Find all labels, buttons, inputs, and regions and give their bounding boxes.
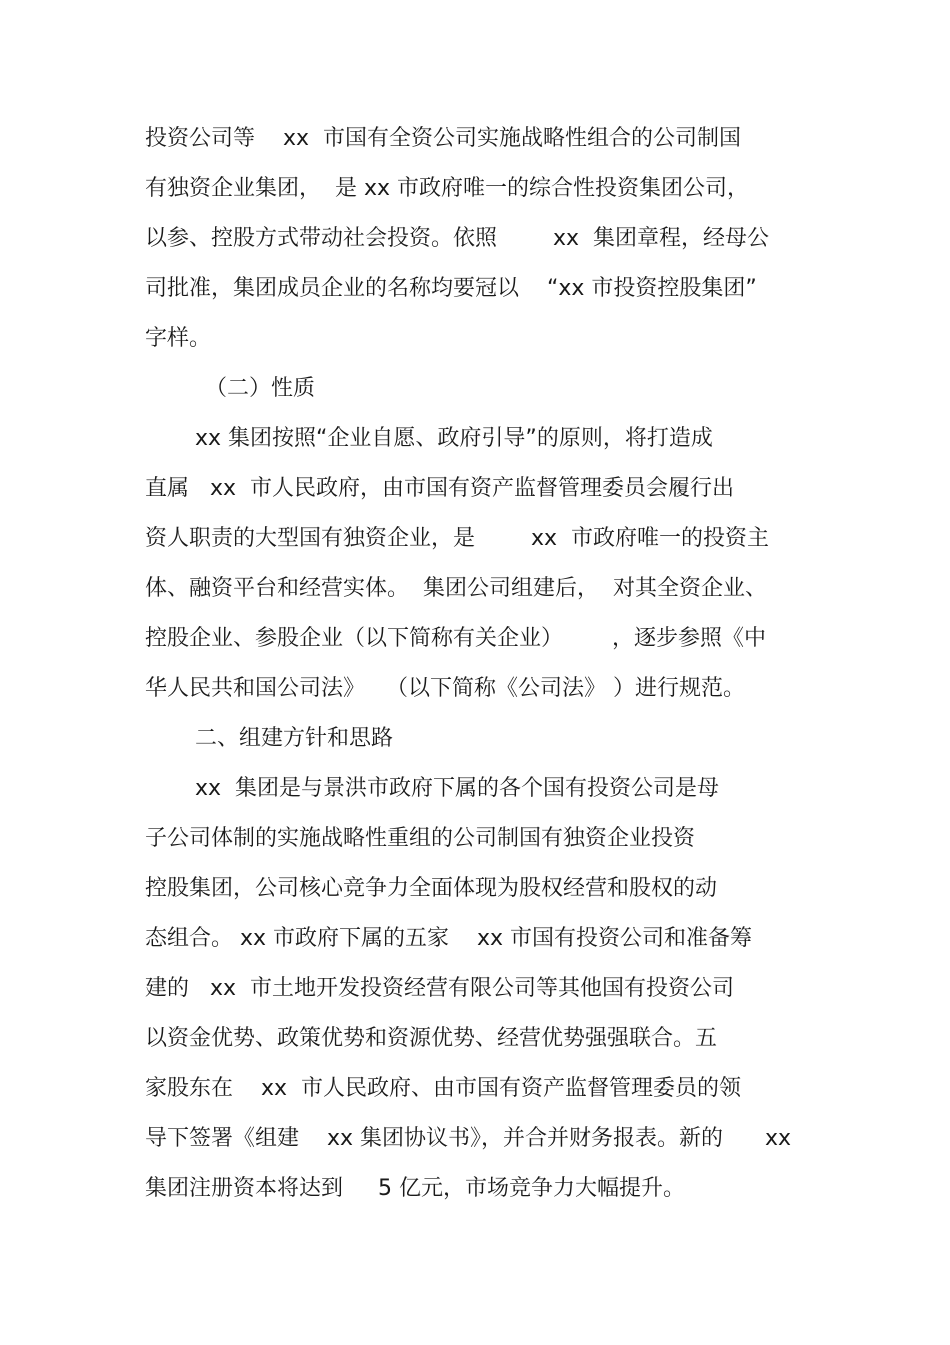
paragraph-line: xx 集团按照“企业自愿、政府引导”的原则，将打造成 <box>195 426 713 451</box>
paragraph-line: 华人民共和国公司法》 （以下简称《公司法》 ）进行规范。 <box>145 676 745 701</box>
section-heading: （二）性质 <box>205 376 316 401</box>
paragraph-line: 资人职责的大型国有独资企业，是 xx 市政府唯一的投资主 <box>145 526 769 551</box>
paragraph-line: 控股企业、参股企业（以下简称有关企业） ，逐步参照《中 <box>145 626 766 651</box>
paragraph-line: 家股东在 xx 市人民政府、由市国有资产监督管理委员的领 <box>145 1076 741 1101</box>
paragraph-line: 控股集团，公司核心竞争力全面体现为股权经营和股权的动 <box>145 876 718 901</box>
paragraph-line: 导下签署《组建 xx 集团协议书》，并合并财务报表。新的 xx <box>145 1126 792 1151</box>
paragraph-line: 投资公司等 xx 市国有全资公司实施战略性组合的公司制国 <box>145 126 741 151</box>
paragraph-line: 司批准，集团成员企业的名称均要冠以 “xx 市投资控股集团” <box>145 276 757 301</box>
paragraph-line: 以参、控股方式带动社会投资。依照 xx 集团章程，经母公 <box>145 226 769 251</box>
paragraph-line: 以资金优势、政策优势和资源优势、经营优势强强联合。五 <box>145 1026 718 1051</box>
paragraph-line: 体、融资平台和经营实体。 集团公司组建后， 对其全资企业、 <box>145 576 767 601</box>
paragraph-line: 建的 xx 市土地开发投资经营有限公司等其他国有投资公司 <box>145 976 735 1001</box>
paragraph-line: xx 集团是与景洪市政府下属的各个国有投资公司是母 <box>195 776 720 801</box>
section-heading: 二、组建方针和思路 <box>195 726 394 751</box>
paragraph-line: 字样。 <box>145 326 212 351</box>
paragraph-line: 集团注册资本将达到 5 亿元，市场竞争力大幅提升。 <box>145 1176 685 1201</box>
paragraph-line: 态组合。 xx 市政府下属的五家 xx 市国有投资公司和准备筹 <box>145 926 753 951</box>
paragraph-line: 直属 xx 市人民政府，由市国有资产监督管理委员会履行出 <box>145 476 735 501</box>
paragraph-line: 有独资企业集团， 是 xx 市政府唯一的综合性投资集团公司， <box>145 176 750 201</box>
paragraph-line: 子公司体制的实施战略性重组的公司制国有独资企业投资 <box>145 826 696 851</box>
